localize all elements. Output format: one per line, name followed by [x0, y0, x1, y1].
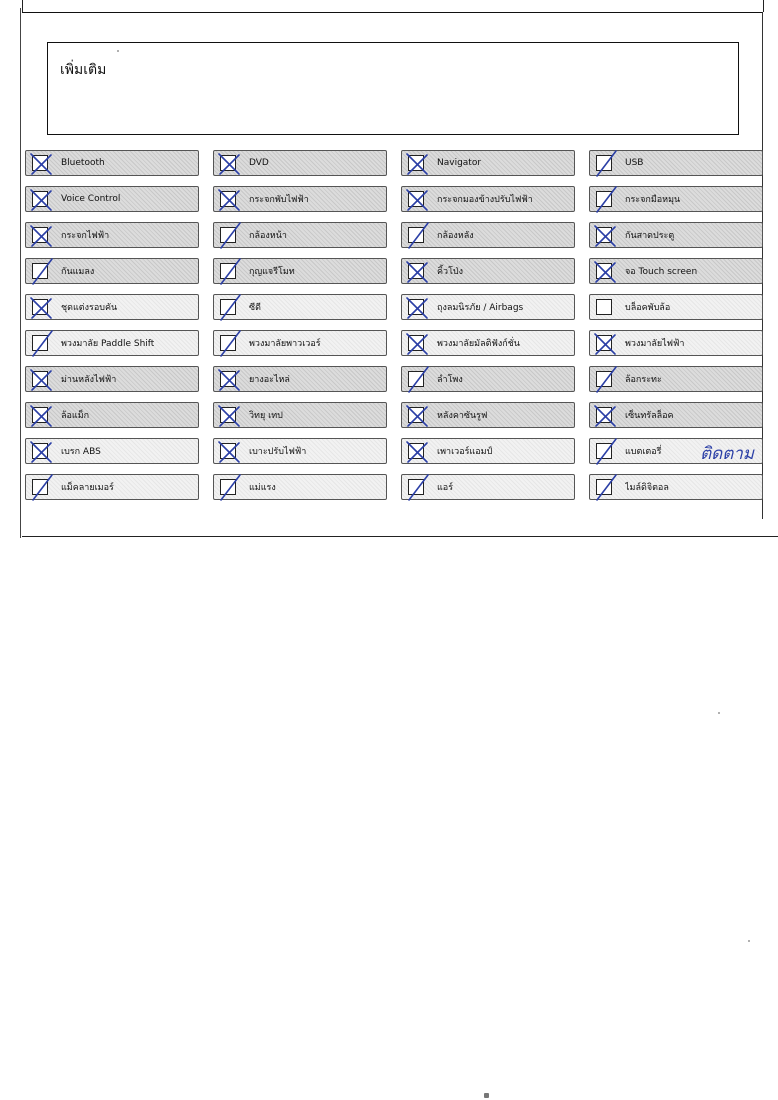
option-checkbox[interactable] [220, 479, 236, 495]
option-label: แม็คลายเมอร์ [61, 483, 114, 493]
additional-notes-box[interactable] [47, 42, 739, 135]
ink-stroke [597, 439, 616, 464]
option-item[interactable] [401, 294, 575, 320]
ink-stroke [221, 295, 240, 320]
option-label: Navigator [437, 158, 482, 168]
option-label: แม่แรง [249, 483, 276, 493]
options-checklist [25, 150, 765, 500]
option-label: พวงมาลัยพาวเวอร์ [249, 339, 321, 349]
option-checkbox[interactable] [596, 299, 612, 315]
check-slash-icon [215, 222, 243, 250]
option-checkbox[interactable] [596, 227, 612, 243]
option-checkbox[interactable] [32, 263, 48, 279]
scan-speck [484, 1093, 489, 1098]
option-label: เบรก ABS [61, 447, 101, 457]
option-checkbox[interactable] [32, 479, 48, 495]
cross-mark-icon [403, 258, 431, 286]
check-slash-icon [215, 258, 243, 286]
ink-stroke [221, 331, 240, 356]
option-checkbox[interactable] [32, 155, 48, 171]
option-label: หลังคาซันรูฟ [437, 411, 488, 421]
option-item[interactable] [401, 150, 575, 176]
option-item[interactable] [401, 474, 575, 500]
cross-mark-icon [215, 402, 243, 430]
option-checkbox[interactable] [596, 155, 612, 171]
option-label: กันแมลง [61, 267, 95, 277]
option-checkbox[interactable] [220, 443, 236, 459]
check-slash-icon [215, 474, 243, 502]
option-label: ล้อแม็ก [61, 411, 90, 421]
option-item[interactable] [25, 474, 199, 500]
option-label: กระจกไฟฟ้า [61, 231, 110, 241]
option-item[interactable] [589, 330, 763, 356]
check-slash-icon [403, 222, 431, 250]
option-label: พวงมาลัย Paddle Shift [61, 339, 155, 349]
option-item[interactable] [213, 222, 387, 248]
option-item[interactable] [213, 366, 387, 392]
option-item[interactable] [589, 222, 763, 248]
option-item[interactable] [401, 330, 575, 356]
option-checkbox[interactable] [32, 335, 48, 351]
option-item[interactable] [589, 438, 763, 464]
option-item[interactable] [213, 258, 387, 284]
cross-mark-icon [403, 438, 431, 466]
sheet-top-edge [22, 0, 764, 12]
option-item[interactable] [213, 438, 387, 464]
cross-mark-icon [403, 294, 431, 322]
cross-mark-icon [403, 150, 431, 178]
option-checkbox[interactable] [596, 407, 612, 423]
option-label: ไมล์ดิจิตอล [625, 483, 669, 493]
option-label: ถุงลมนิรภัย / Airbags [437, 303, 524, 313]
option-checkbox[interactable] [408, 371, 424, 387]
check-slash-icon [591, 438, 619, 466]
option-item[interactable] [589, 474, 763, 500]
option-checkbox[interactable] [220, 191, 236, 207]
check-slash-icon [591, 474, 619, 502]
option-label: พวงมาลัยมัลติฟังก์ชั่น [437, 339, 520, 349]
option-item[interactable] [25, 258, 199, 284]
option-label: แอร์ [437, 483, 454, 493]
check-slash-icon [591, 366, 619, 394]
cross-mark-icon [403, 402, 431, 430]
option-checkbox[interactable] [408, 299, 424, 315]
ink-stroke [597, 187, 616, 212]
sheet-bottom-rule [22, 536, 778, 537]
option-item[interactable] [401, 438, 575, 464]
option-label: ลำโพง [437, 375, 463, 385]
ink-stroke [221, 223, 240, 248]
option-checkbox[interactable] [596, 371, 612, 387]
option-label: กุญแจรีโมท [249, 267, 295, 277]
option-label: USB [625, 158, 644, 168]
option-checkbox[interactable] [408, 335, 424, 351]
handwritten-note: ติดตาม [700, 444, 754, 464]
option-label: กล้องหน้า [249, 231, 287, 241]
check-slash-icon [27, 258, 55, 286]
option-item[interactable] [25, 402, 199, 428]
option-checkbox[interactable] [220, 155, 236, 171]
option-item[interactable] [25, 330, 199, 356]
scan-speck [718, 712, 720, 714]
ink-stroke [597, 367, 616, 392]
option-label: จอ Touch screen [625, 267, 698, 277]
ink-stroke [597, 475, 616, 500]
sheet-left-rule [20, 8, 21, 538]
option-label: Bluetooth [61, 158, 105, 168]
option-item[interactable] [213, 402, 387, 428]
ink-stroke [33, 259, 52, 284]
scan-speck [117, 50, 119, 52]
scan-speck [748, 940, 750, 942]
option-label: DVD [249, 158, 269, 168]
option-label: คิ้วโป่ง [437, 267, 464, 277]
cross-mark-icon [215, 366, 243, 394]
option-checkbox[interactable] [220, 407, 236, 423]
option-item[interactable] [25, 222, 199, 248]
option-checkbox[interactable] [408, 479, 424, 495]
ink-stroke [409, 367, 428, 392]
option-label: ชุดแต่งรอบคัน [61, 303, 118, 313]
ink-stroke [33, 475, 52, 500]
cross-mark-icon [215, 150, 243, 178]
option-checkbox[interactable] [32, 299, 48, 315]
option-item[interactable] [25, 294, 199, 320]
option-checkbox[interactable] [32, 443, 48, 459]
option-label: แบตเตอรี่ [625, 447, 662, 457]
option-checkbox[interactable] [220, 227, 236, 243]
option-item[interactable] [589, 366, 763, 392]
option-item[interactable] [589, 186, 763, 212]
option-item[interactable] [589, 258, 763, 284]
option-label: เซ็นทรัลล็อค [625, 411, 674, 421]
option-checkbox[interactable] [32, 407, 48, 423]
ink-stroke [409, 223, 428, 248]
option-label: ซีดี [249, 303, 261, 313]
option-checkbox[interactable] [596, 191, 612, 207]
check-slash-icon [403, 366, 431, 394]
option-item[interactable] [589, 402, 763, 428]
option-checkbox[interactable] [408, 263, 424, 279]
check-slash-icon [27, 474, 55, 502]
option-item[interactable] [401, 402, 575, 428]
option-checkbox[interactable] [220, 335, 236, 351]
cross-mark-icon [215, 438, 243, 466]
option-checkbox[interactable] [32, 191, 48, 207]
option-label: บล็อคพับล้อ [625, 303, 671, 313]
option-item[interactable] [401, 366, 575, 392]
check-slash-icon [591, 150, 619, 178]
option-item[interactable] [589, 150, 763, 176]
cross-mark-icon [27, 150, 55, 178]
cross-mark-icon [27, 366, 55, 394]
option-label: ม่านหลังไฟฟ้า [61, 375, 117, 385]
option-item[interactable] [213, 330, 387, 356]
option-checkbox[interactable] [408, 227, 424, 243]
ink-stroke [409, 475, 428, 500]
option-checkbox[interactable] [220, 299, 236, 315]
option-item[interactable] [589, 294, 763, 320]
option-checkbox[interactable] [220, 371, 236, 387]
option-item[interactable] [25, 438, 199, 464]
option-checkbox[interactable] [32, 371, 48, 387]
cross-mark-icon [591, 330, 619, 358]
check-slash-icon [215, 294, 243, 322]
option-checkbox[interactable] [408, 155, 424, 171]
option-label: กันสาดประตู [625, 231, 675, 241]
option-item[interactable] [401, 258, 575, 284]
cross-mark-icon [591, 402, 619, 430]
option-label: กระจกมองข้างปรับไฟฟ้า [437, 195, 533, 205]
option-checkbox[interactable] [408, 407, 424, 423]
cross-mark-icon [27, 186, 55, 214]
option-checkbox[interactable] [596, 335, 612, 351]
option-label: กระจกมือหมุน [625, 195, 681, 205]
additional-notes-label: เพิ่มเติม [60, 62, 107, 78]
option-label: Voice Control [61, 194, 121, 204]
check-slash-icon [403, 474, 431, 502]
option-checkbox[interactable] [596, 443, 612, 459]
ink-stroke [221, 475, 240, 500]
option-item[interactable] [213, 150, 387, 176]
option-checkbox[interactable] [32, 227, 48, 243]
option-item[interactable] [401, 222, 575, 248]
option-item[interactable] [25, 186, 199, 212]
cross-mark-icon [27, 402, 55, 430]
check-slash-icon [27, 330, 55, 358]
option-label: ล้อกระทะ [625, 375, 662, 385]
option-checkbox[interactable] [596, 479, 612, 495]
option-checkbox[interactable] [408, 443, 424, 459]
option-item[interactable] [213, 294, 387, 320]
option-label: กระจกพับไฟฟ้า [249, 195, 309, 205]
cross-mark-icon [215, 186, 243, 214]
cross-mark-icon [591, 222, 619, 250]
ink-stroke [221, 259, 240, 284]
option-label: พวงมาลัยไฟฟ้า [625, 339, 685, 349]
option-item[interactable] [25, 150, 199, 176]
option-checkbox[interactable] [408, 191, 424, 207]
option-label: วิทยุ เทป [249, 411, 283, 421]
check-slash-icon [591, 186, 619, 214]
ink-stroke [33, 331, 52, 356]
check-slash-icon [215, 330, 243, 358]
option-item[interactable] [213, 186, 387, 212]
option-checkbox[interactable] [220, 263, 236, 279]
cross-mark-icon [403, 186, 431, 214]
cross-mark-icon [591, 258, 619, 286]
option-label: กล้องหลัง [437, 231, 474, 241]
ink-stroke [597, 151, 616, 176]
option-item[interactable] [213, 474, 387, 500]
option-label: ยางอะไหล่ [249, 375, 290, 385]
option-item[interactable] [401, 186, 575, 212]
cross-mark-icon [27, 294, 55, 322]
option-item[interactable] [25, 366, 199, 392]
cross-mark-icon [403, 330, 431, 358]
cross-mark-icon [27, 438, 55, 466]
cross-mark-icon [27, 222, 55, 250]
option-label: เบาะปรับไฟฟ้า [249, 447, 307, 457]
option-checkbox[interactable] [596, 263, 612, 279]
option-label: เพาเวอร์แอมป์ [437, 447, 493, 457]
